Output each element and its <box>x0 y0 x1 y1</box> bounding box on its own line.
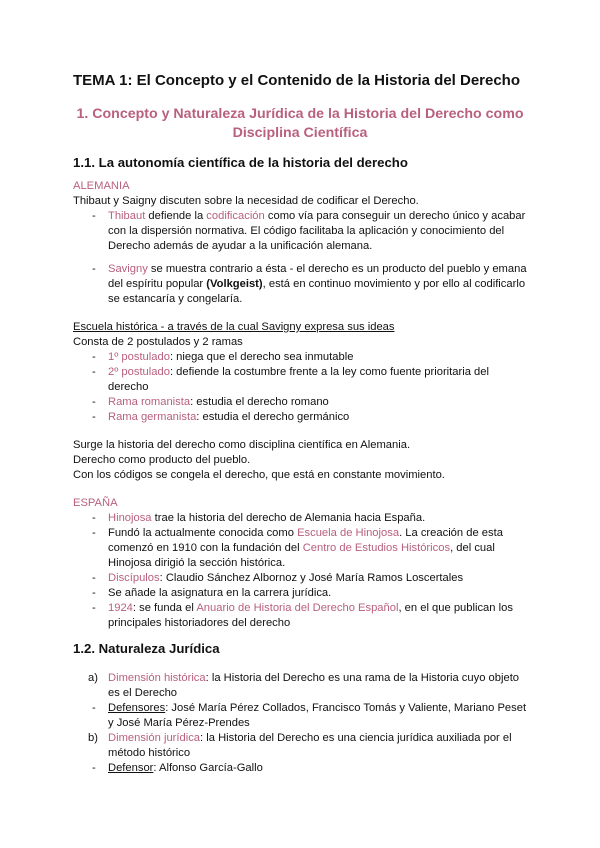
bullet-dash: - <box>92 587 96 599</box>
defensores-line2: y José María Pérez-Prendes <box>108 717 250 729</box>
thibaut-line2: con la dispersión normativa. El código facilitaba la aplicación y conocimiento del <box>108 225 505 237</box>
item-a-marker: a) <box>88 672 98 684</box>
volkgeist-term: (Volkgeist) <box>206 278 263 290</box>
year-1924: 1924 <box>108 602 133 614</box>
rama1-item <box>108 395 329 410</box>
text: del espíritu popular <box>108 278 207 290</box>
text: Fundó la actualmente conocida como <box>108 527 298 539</box>
text: : la Historia del Derecho es una ciencia jurídica auxiliada por el <box>200 732 512 744</box>
discipulos-label: Discípulos <box>108 572 160 584</box>
dimension-juridica-line2: método histórico <box>108 747 191 759</box>
text: como vía para conseguir un derecho único y acabar <box>264 210 526 222</box>
alemania-intro: Thibaut y Saigny discuten sobre la necesidad de codificar el Derecho. <box>73 195 419 207</box>
fundo-line1 <box>108 526 503 541</box>
text: : estudia el derecho germánico <box>196 411 350 423</box>
postulado2-item <box>108 365 489 380</box>
text: comenzó en 1910 con la fundación del <box>108 542 303 554</box>
postulado1-label: 1º postulado <box>108 351 170 363</box>
text: : Claudio Sánchez Albornoz y José María Ramos Loscertales <box>159 572 464 584</box>
bullet-dash: - <box>92 512 96 524</box>
thibaut-line3: Derecho además de ayudar a la unificación alemana. <box>108 240 373 252</box>
defensores-item <box>108 701 526 716</box>
savigny-line1 <box>108 262 527 277</box>
text: se muestra contrario a ésta - el derecho es un producto del pueblo y emana <box>147 263 527 275</box>
bullet-dash: - <box>92 396 96 408</box>
escuela-historica-heading: Escuela histórica - a través de la cual Savigny expresa sus ideas <box>73 321 395 333</box>
text: : José María Pérez Collados, Francisco Tomás y Valiente, Mariano Peset <box>165 702 527 714</box>
fundo-line2 <box>108 541 495 556</box>
rama2-item <box>108 410 349 425</box>
rama1-label: Rama romanista <box>108 396 191 408</box>
espana-label: ESPAÑA <box>73 497 118 509</box>
surge-line2: Derecho como producto del pueblo. <box>73 454 251 466</box>
text: : defiende la costumbre frente a la ley como fuente prioritaria del <box>169 366 489 378</box>
bullet-dash: - <box>92 527 96 539</box>
thibaut-line1 <box>108 209 525 224</box>
text: : la Historia del Derecho es una rama de la Historia cuyo objeto <box>205 672 520 684</box>
dimension-historica-label: Dimensión histórica <box>108 672 206 684</box>
section-heading-line1: 1. Concepto y Naturaleza Jurídica de la Historia del Derecho como <box>76 106 524 122</box>
document-title: TEMA 1: El Concepto y el Contenido de la Historia del Derecho <box>73 72 521 89</box>
text: , en el que publican los <box>398 602 513 614</box>
hinojosa-item <box>108 511 425 526</box>
text: , está en continuo movimiento y por ello al codificarlo <box>262 278 526 290</box>
postulado2-line2: derecho <box>108 381 149 393</box>
text: , del cual <box>450 542 495 554</box>
defensor-label: Defensor <box>108 762 154 774</box>
alemania-label: ALEMANIA <box>73 180 130 192</box>
savigny-name: Savigny <box>108 263 148 275</box>
thibaut-name: Thibaut <box>108 210 146 222</box>
dimension-historica-item <box>108 671 519 686</box>
text: : Alfonso García-Gallo <box>153 762 263 774</box>
surge-line3: Con los códigos se congela el derecho, que está en constante movimiento. <box>73 469 445 481</box>
text: : se funda el <box>132 602 197 614</box>
dimension-historica-line2: es el Derecho <box>108 687 178 699</box>
section-heading-line2: Disciplina Científica <box>232 125 368 141</box>
item-b-marker: b) <box>88 732 98 744</box>
savigny-line2 <box>108 277 525 292</box>
text: : estudia el derecho romano <box>190 396 329 408</box>
defensores-label: Defensores <box>108 702 166 714</box>
anuario-line2: principales historiadores del derecho <box>108 617 291 629</box>
fundo-line3: Hinojosa dirigió la sección histórica. <box>108 557 286 569</box>
defensor-item <box>108 761 263 776</box>
bullet-dash: - <box>92 210 96 222</box>
bullet-dash: - <box>92 762 96 774</box>
text: defiende la <box>145 210 207 222</box>
bullet-dash: - <box>92 366 96 378</box>
bullet-dash: - <box>92 263 96 275</box>
text: trae la historia del derecho de Alemania hacia España. <box>151 512 426 524</box>
hinojosa-name: Hinojosa <box>108 512 152 524</box>
subsection-heading-1-2: 1.2. Naturaleza Jurídica <box>73 641 220 656</box>
anuario-term: Anuario de Historia del Derecho Español <box>196 602 399 614</box>
bullet-dash: - <box>92 572 96 584</box>
centro-term: Centro de Estudios Históricos <box>302 542 451 554</box>
surge-line1: Surge la historia del derecho como disciplina científica en Alemania. <box>73 439 411 451</box>
dimension-juridica-label: Dimensión jurídica <box>108 732 201 744</box>
rama2-label: Rama germanista <box>108 411 197 423</box>
bullet-dash: - <box>92 351 96 363</box>
asignatura-item: Se añade la asignatura en la carrera jurídica. <box>108 587 332 599</box>
bullet-dash: - <box>92 411 96 423</box>
savigny-line3: se estancaría y congelaría. <box>108 293 243 305</box>
escuela-hinojosa-term: Escuela de Hinojosa <box>297 527 400 539</box>
bullet-dash: - <box>92 702 96 714</box>
postulado1-item <box>108 350 353 365</box>
dimension-juridica-item <box>108 731 512 746</box>
bullet-dash: - <box>92 602 96 614</box>
discipulos-item <box>108 571 463 586</box>
text: . La creación de esta <box>399 527 503 539</box>
anuario-line1 <box>108 601 513 616</box>
text: : niega que el derecho sea inmutable <box>169 351 354 363</box>
consta-text: Consta de 2 postulados y 2 ramas <box>73 336 243 348</box>
postulado2-label: 2º postulado <box>108 366 170 378</box>
subsection-heading-1-1: 1.1. La autonomía científica de la historia del derecho <box>73 155 408 170</box>
codificacion-term: codificación <box>206 210 265 222</box>
